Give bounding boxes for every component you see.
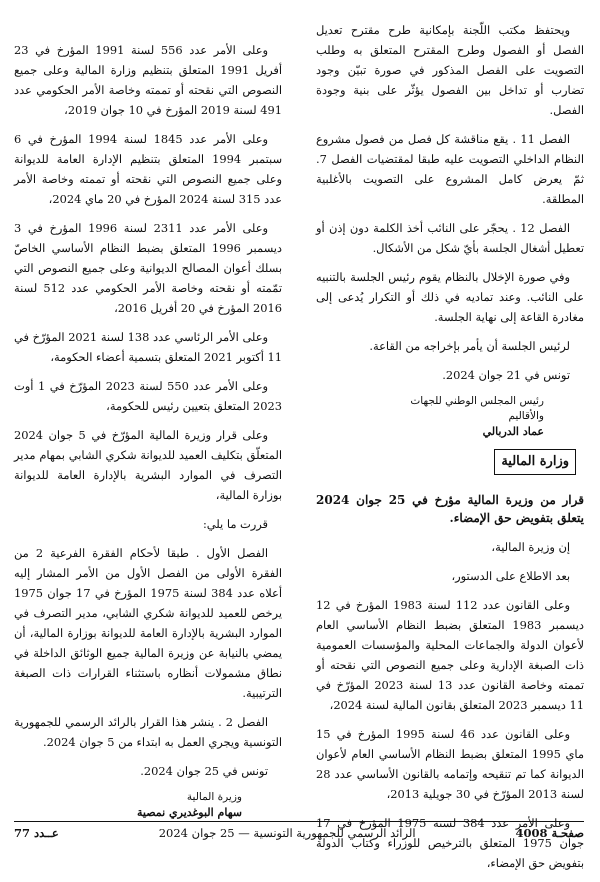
paragraph: قررت ما يلي: — [202, 517, 268, 531]
paragraph: وعلى الأمر الرئاسي عدد 138 لسنة 2021 المؤرّخ في 11 أكتوبر 2021 المتعلق بتسمية أعضاء الحكومة، — [14, 330, 282, 364]
paragraph: وفي صورة الإخلال بالنظام يقوم رئيس الجلسة بالتنبيه على النائب. وعند تماديه في ذلك أو التكرار يُدعى إلى مغادرة القاعة إلى نهاية الجلسة. — [316, 270, 584, 324]
paragraph: وعلى القانون عدد 46 لسنة 1995 المؤرخ في 15 ماي 1995 المتعلق بضبط النظام الأساسي العام لأعوان الديوانة كما تم تنقيحه وإتمامه بالقانون الأساسي عدد 28 لسنة 2013 المؤرّخ في 30 جويلية 2013، — [316, 727, 584, 801]
date-line: تونس في 25 جوان 2024. — [140, 764, 268, 778]
paragraph: ويحتفظ مكتب اللّجنة بإمكانية طرح مقترح تعديل الفصل أو الفصول وطرح المقترح المتعلق به وطلب التصويت على الفصل المذكور في صورة تبيّن وجود تضارب أو تداخل بين الفصول يؤثّر على بنية وجودة الفصل. — [316, 23, 584, 117]
paragraph: وعلى الأمر عدد 384 لسنة 1975 المؤرخ في 17 جوان 1975 المتعلق بالترخيص للوزراء وكتاب الدولة بتفويض حق الإمضاء، — [316, 816, 584, 870]
page-footer — [14, 821, 584, 844]
paragraph: وعلى الأمر عدد 550 لسنة 2023 المؤرّخ في 1 أوت 2023 المتعلق بتعيين رئيس للحكومة، — [14, 379, 282, 413]
issue-number: عــدد 77 — [14, 826, 59, 840]
signature-title: رئيس المجلس الوطني للجهات — [410, 395, 544, 407]
right-column — [316, 20, 584, 882]
signature-name: سهام البوغديري نمصية — [137, 806, 242, 819]
paragraph: وعلى الأمر عدد 2311 لسنة 1996 المؤرخ في 3 ديسمبر 1996 المتعلق بضبط النظام الأساسي الخاصّ بسلك أعوان المصالح الديوانية وعلى جميع النصوص التي تمّمته أو نقحته وخاصة الأمر الحكومي عدد 512 لسنة 2016 المؤرخ في 20 أفريل 2016، — [14, 221, 282, 315]
paragraph: لرئيس الجلسة أن يأمر بإخراجه من القاعة. — [369, 339, 570, 353]
signature-name: عماد الدربالي — [482, 425, 544, 438]
page-number: صفحـة 4008 — [515, 826, 584, 840]
paragraph: الفصل 2 . ينشر هذا القرار بالرائد الرسمي للجمهورية التونسية ويجري العمل به ابتداء من 5 جوان 2024. — [14, 715, 282, 749]
signature-block — [14, 790, 282, 820]
paragraph: الفصل 11 . يقع مناقشة كل فصل من فصول مشروع النظام الداخلي التصويت عليه طبقا لمقتضيات الفصل 7. ثمّ يعرض كامل المشروع على التصويت بالأغلبية المطلقة. — [316, 132, 584, 206]
paragraph: وعلى قرار وزيرة المالية المؤرّخ في 5 جوان 2024 المتعلّق بتكليف العميد للديوانة شكري الشابي بمهام مدير التصرف في الموارد البشرية بالإدارة العامة للديوانة بوزارة المالية، — [14, 428, 282, 502]
left-column — [14, 40, 282, 820]
paragraph: الفصل الأول . طبقا لأحكام الفقرة الفرعية 2 من الفقرة الأولى من الفصل الأول من الأمر المشار إليه أعلاه عدد 384 لسنة 1975 المؤرخ في 17 جوان 1975 يرخص للعميد للديوانة شكري الشابي، مدير التصرف في الموارد البشرية بالإدارة العامة للديوانة بوزارة المالية، أن يمضي بالنيابة عن وزيرة المالية جميع الوثائق الداخلة في نطاق مشمولات أنظاره باستثناء القرارات ذات الصبغة الترتيبية. — [14, 546, 282, 700]
signature-block — [316, 394, 584, 439]
paragraph: وعلى القانون عدد 112 لسنة 1983 المؤرخ في 12 ديسمبر 1983 المتعلق بضبط النظام الأساسي العام لأعوان الدولة والجماعات المحلية والمؤسسات العمومية ذات الصبغة الإدارية وعلى جميع النصوص التي نقحته أو تممته وخاصة القانون عدد 13 لسنة 2023 المؤرّخ في 11 ديسمبر 2023 المتعلق بقانون المالية لسنة 2024، — [316, 598, 585, 712]
decree-title: قرار من وزيرة المالية مؤرخ في 25 جوان 2024 يتعلق بتفويض حق الإمضاء. — [316, 493, 585, 525]
paragraph: وعلى الأمر عدد 556 لسنة 1991 المؤرخ في 23 أفريل 1991 المتعلق بتنظيم وزارة المالية وعلى جميع النصوص التي نقحته أو تممته وخاصة الأمر الحكومي عدد 491 لسنة 2019 المؤرخ في 10 جوان 2019، — [14, 43, 283, 117]
gazette-title: الرائد الرسمي للجمهورية التونسية — 25 جوان 2024 — [158, 826, 416, 840]
date-line: تونس في 21 جوان 2024. — [442, 368, 570, 382]
signature-title: والأقاليم — [508, 410, 544, 422]
signature-title: وزيرة المالية — [186, 791, 242, 803]
paragraph: الفصل 12 . يحجّر على النائب أخذ الكلمة دون إذن أو تعطيل أشغال الجلسة بأيّ شكل من الأشكال. — [316, 221, 584, 255]
paragraph: بعد الاطلاع على الدستور، — [451, 569, 570, 583]
paragraph: إن وزيرة المالية، — [491, 540, 570, 554]
section-heading: وزارة المالية — [494, 449, 576, 475]
paragraph: وعلى الأمر عدد 1845 لسنة 1994 المؤرخ في 6 سبتمبر 1994 المتعلق بتنظيم الإدارة العامة للديوانة وعلى جميع النصوص التي نقحته أو تممته وخاصة الأمر عدد 315 لسنة 2024 المؤرخ في 20 ماي 2024، — [14, 132, 282, 206]
